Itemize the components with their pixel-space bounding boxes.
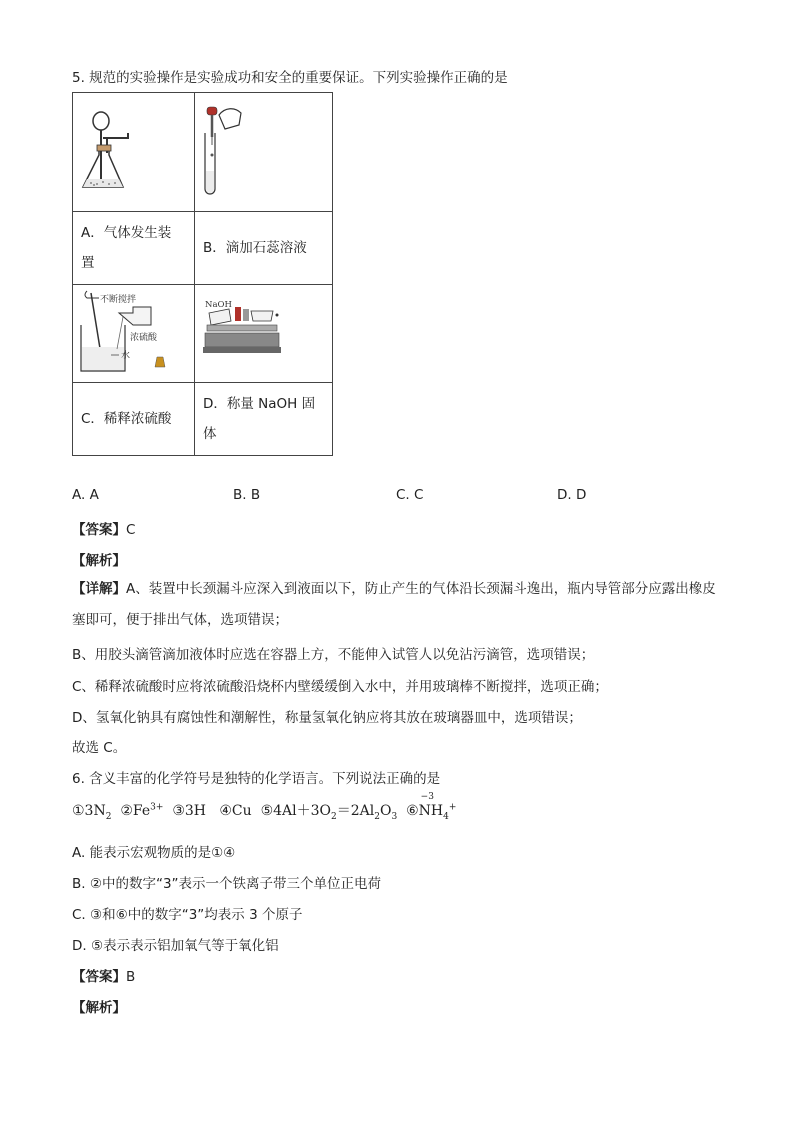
q6-option-d: D. ⑤表示表示铝加氧气等于氧化铝 <box>72 938 279 954</box>
q5-detail-d: D、氢氧化钠具有腐蚀性和潮解性，称量氢氧化钠应将其放在玻璃器皿中，选项错误； <box>72 710 582 726</box>
question-5-title: 5. 规范的实验操作是实验成功和安全的重要保证。下列实验操作正确的是 <box>72 70 508 86</box>
option-d-image <box>195 285 333 383</box>
svg-text:水: 水 <box>121 351 131 361</box>
q6-analysis-tag: 【解析】 <box>72 1000 126 1016</box>
option-b-image <box>195 93 333 212</box>
q5-answer: 【答案】C <box>72 522 136 538</box>
q5-detail-a: 【详解】A、装置中长颈漏斗应深入到液面以下，防止产生的气体沿长颈漏斗逸出，瓶内导管部分应露出橡皮塞即可，便于排出气体，选项错误； <box>72 581 716 628</box>
option-c-label: C．稀释浓硫酸 <box>73 383 195 456</box>
svg-text:NaOH: NaOH <box>205 300 232 310</box>
option-d-label: D．称量 NaOH 固 体 <box>195 383 333 456</box>
balance-icon <box>195 285 332 378</box>
q5-analysis-tag: 【解析】 <box>72 553 126 569</box>
svg-text:不断搅拌: 不断搅拌 <box>100 295 137 305</box>
q6-formula-line: $①3N_2$ $②Fe^{3+}$ ③3H ④Cu $⑤4Al+3O_2=2Al_2O_3$ ⑥ −3 $NH_4^+$ <box>72 792 457 822</box>
choice-a: A. A <box>72 487 99 503</box>
q6-option-b: B. ②中的数字“3”表示一个铁离子带三个单位正电荷 <box>72 876 382 892</box>
option-a-image <box>73 93 195 212</box>
gas-generator-icon <box>73 93 194 207</box>
option-b-label: B．滴加石蕊溶液 <box>195 212 333 285</box>
dropper-test-tube-icon <box>195 93 332 207</box>
choice-b: B. B <box>233 487 261 503</box>
q6-answer: 【答案】B <box>72 969 136 985</box>
q5-detail-b: B、用胶头滴管滴加液体时应选在容器上方，不能伸入试管人以免沾污滴管，选项错误； <box>72 647 595 663</box>
q5-conclusion: 故选 C。 <box>72 740 127 756</box>
option-a-label: A．气体发生装 置 <box>73 212 195 285</box>
options-table <box>72 92 333 456</box>
choice-d: D. D <box>557 487 587 503</box>
option-c-image <box>73 285 195 383</box>
choice-c: C. C <box>396 487 424 503</box>
question-6-title: 6. 含义丰富的化学符号是独特的化学语言。下列说法正确的是 <box>72 771 441 787</box>
q6-option-c: C. ③和⑥中的数字“3”均表示 3 个原子 <box>72 907 303 923</box>
dilute-acid-icon <box>73 285 194 378</box>
svg-text:浓硫酸: 浓硫酸 <box>130 333 158 343</box>
q6-option-a: A. 能表示宏观物质的是①④ <box>72 845 236 861</box>
q5-detail-c: C、稀释浓硫酸时应将浓硫酸沿烧杯内壁缓缓倒入水中，并用玻璃棒不断搅拌，选项正确； <box>72 679 608 695</box>
